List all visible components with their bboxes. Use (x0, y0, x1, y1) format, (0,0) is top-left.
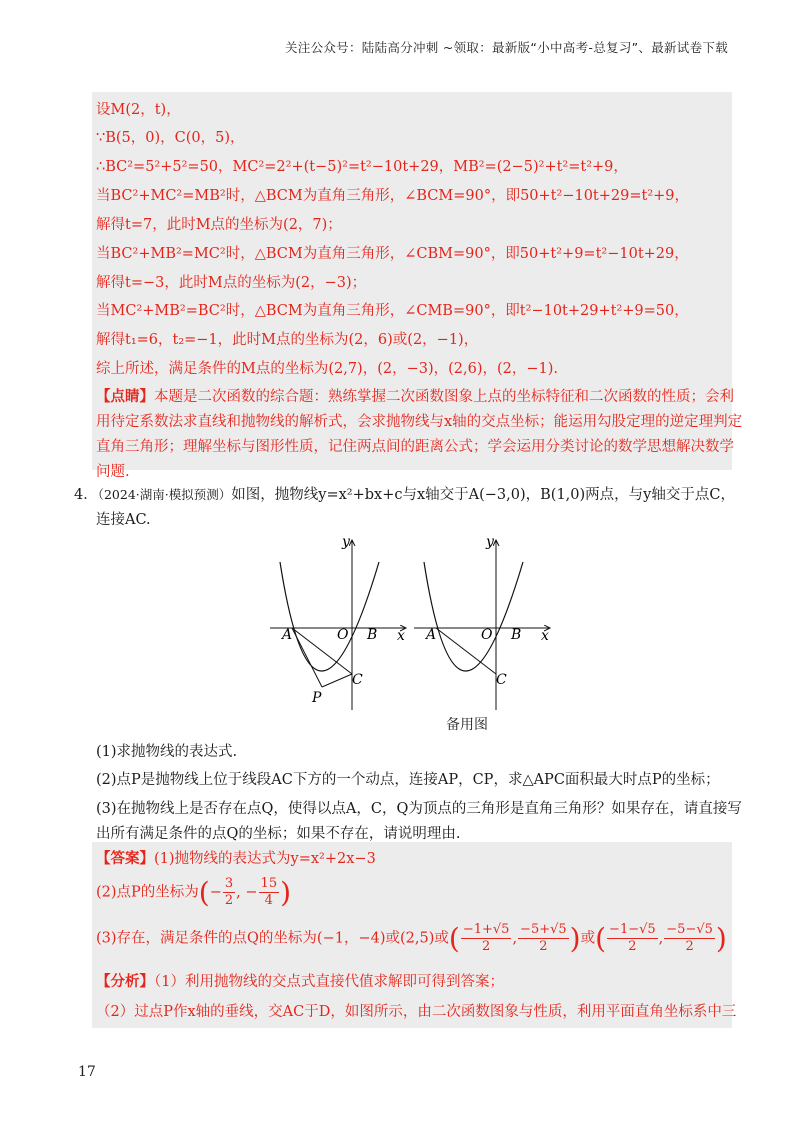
answer-line-3: (3)存在，满足条件的点Q的坐标为(−1，−4)或(2,5)或( $\frac{-1+√5}{2}$ , $\frac{-5+√5}{2}$ )或( $\frac{-1-√5}{2}$ , $\frac{-5-√5}{2}$ ) (96, 922, 727, 955)
answer-tag: 【答案】 (96, 850, 154, 867)
solution-line: 设M(2，t)， (96, 102, 181, 118)
analysis-line-2: （2）过点P作x轴的垂线，交AC于D，如图所示，由二次函数图象与性质，利用平面直角坐标系中三 (96, 1004, 737, 1020)
answer-part-2-prefix: (2)点P的坐标为 (96, 884, 199, 901)
comment-tag: 【点睛】 (96, 388, 154, 405)
solution-line: 综上所述，满足条件的M点的坐标为(2,7)，(2，−3)，(2,6)，(2，−1). (96, 361, 559, 377)
solution-line: ∵B(5，0)，C(0，5)， (96, 130, 245, 146)
solution-line: ∴BC²=5²+5²=50，MC²=2²+(t−5)²=t²−10t+29，MB²=(2−5)²+t²=t²+9， (96, 159, 628, 175)
comment-line: 用待定系数法求直线和抛物线的解析式，会求抛物线与x轴的交点坐标；能运用勾股定理的逆定理判定 (96, 414, 743, 430)
problem-stem-line1 (74, 483, 735, 504)
fraction: $\frac{-1+√5}{2}$ (462, 922, 510, 954)
solution-line: 解得t=−3，此时M点的坐标为(2，−3)； (96, 275, 367, 291)
analysis-tag: 【分析】 (96, 973, 154, 990)
solution-line: 当BC²+MB²=MC²时，△BCM为直角三角形，∠CBM=90°，即50+t²+9=t²−10t+29， (96, 246, 689, 262)
label-c: C (352, 672, 363, 688)
fraction: $\frac{-1-√5}{2}$ (609, 922, 656, 954)
fraction: $\frac{-5-√5}{2}$ (666, 922, 713, 954)
segment-pc (322, 674, 352, 687)
problem-source: （2024·湖南·模拟预测） (97, 487, 232, 502)
problem-part: (3)在抛物线上是否存在点Q，使得以点A，C，Q为顶点的三角形是直角三角形？如果存在，请直接写 (96, 801, 742, 817)
problem-stem-line2: 连接AC. (96, 512, 151, 528)
label-o: O (481, 627, 493, 643)
page-number: 17 (78, 1064, 96, 1080)
fraction: $\frac{15}{4}$ (260, 876, 278, 908)
comment-text: 本题是二次函数的综合题：熟练掌握二次函数图象上点的坐标特征和二次函数的性质；会利 (154, 389, 734, 405)
label-y: y (342, 534, 350, 550)
comment-line (96, 385, 734, 406)
solution-line: 当MC²+MB²=BC²时，△BCM为直角三角形，∠CMB=90°，即t²−10t+29+t²+9=50， (96, 303, 689, 319)
solution-line: 当BC²+MC²=MB²时，△BCM为直角三角形，∠BCM=90°，即50+t²−10t+29=t²+9， (96, 188, 690, 204)
analysis-text: （1）利用抛物线的交点式直接代值求解即可得到答案； (154, 974, 504, 990)
segment-ap (292, 628, 322, 687)
problem-part: (2)点P是抛物线上位于线段AC下方的一个动点，连接AP，CP，求△APC面积最大时点P的坐标； (96, 772, 720, 788)
comment-line: 直角三角形；理解坐标与图形性质，记住两点间的距离公式；学会运用分类讨论的数学思想解决数学 (96, 439, 734, 455)
analysis-line-1 (96, 970, 504, 991)
label-x: x (397, 628, 405, 644)
fraction: $\frac{-5+√5}{2}$ (520, 922, 567, 954)
figure-main (270, 534, 406, 710)
label-x: x (541, 628, 549, 644)
problem-number: 4． (74, 487, 98, 503)
problem-part: 出所有满足条件的点Q的坐标；如果不存在，请说明理由. (96, 826, 461, 842)
answer-or: 或 (580, 930, 596, 947)
problem-stem: 如图，抛物线y=x²+bx+c与x轴交于A(−3,0)，B(1,0)两点，与y轴交于点C， (231, 487, 735, 503)
problem-part: (1)求抛物线的表达式. (96, 744, 238, 760)
page-header: 关注公众号：陆陆高分冲刺 ~领取：最新版“小中高考-总复习”、最新试卷下载 (284, 40, 728, 55)
parabola-curve (424, 562, 523, 671)
label-c: C (496, 672, 507, 688)
solution-line: 解得t=7，此时M点的坐标为(2，7)； (96, 217, 342, 233)
figure-caption: 备用图 (446, 717, 488, 733)
comment-line: 问题. (96, 464, 130, 480)
solution-line: 解得t₁=6，t₂=−1，此时M点的坐标为(2，6)或(2，−1)， (96, 332, 479, 348)
answer-line-2: (2)点P的坐标为(− $\frac{3}{2}$ , − $\frac{15}{4}$ ) (96, 876, 292, 909)
label-a: A (282, 627, 293, 643)
label-p: P (312, 690, 322, 706)
fraction: $\frac{3}{2}$ (224, 876, 234, 908)
answer-part-1: (1)抛物线的表达式为y=x²+2x−3 (154, 851, 376, 867)
label-o: O (337, 627, 349, 643)
figure-spare (414, 534, 550, 710)
label-y: y (486, 534, 494, 550)
label-b: B (367, 627, 378, 643)
parabola-curve (280, 562, 379, 671)
answer-part-3-prefix: (3)存在，满足条件的点Q的坐标为(−1，−4)或(2,5)或 (96, 930, 449, 947)
label-b: B (511, 627, 522, 643)
label-a: A (426, 627, 437, 643)
parabola-figures (266, 532, 566, 732)
answer-line-1 (96, 847, 376, 868)
